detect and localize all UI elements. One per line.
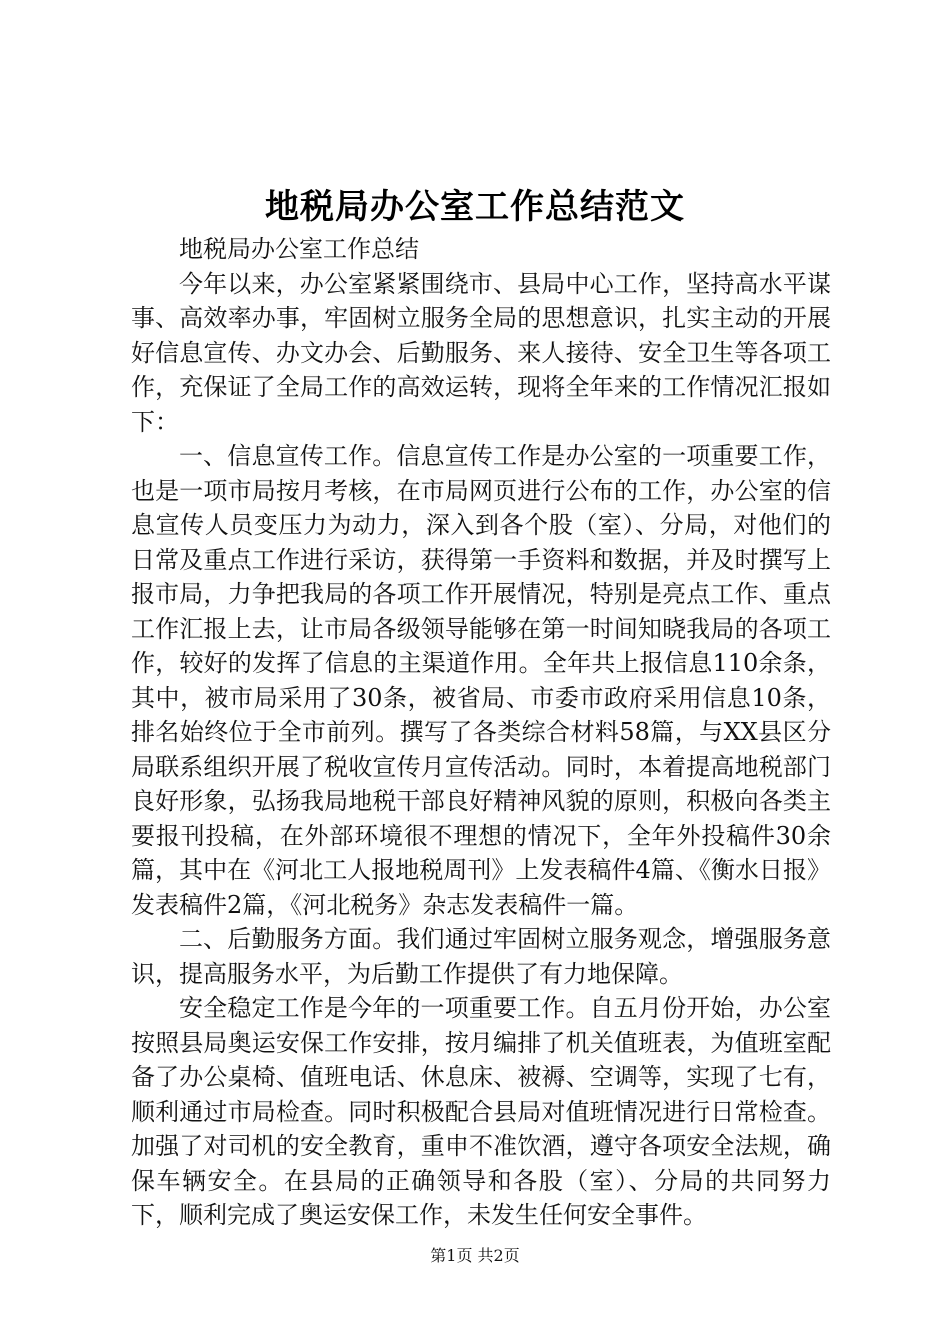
logistics-paragraph: 二、后勤服务方面。我们通过牢固树立服务观念，增强服务意识，提高服务水平，为后勤工作提供了有力地保障。 xyxy=(131,925,831,988)
document-body xyxy=(131,232,831,1233)
document-title: 地税局办公室工作总结范文 xyxy=(265,187,685,227)
page-number: 第1页 共2页 xyxy=(430,1246,520,1265)
subtitle-paragraph: 地税局办公室工作总结 xyxy=(179,235,419,263)
intro-paragraph: 今年以来，办公室紧紧围绕市、县局中心工作，坚持高水平谋事、高效率办事，牢固树立服务全局的思想意识，扎实主动的开展好信息宣传、办文办会、后勤服务、来人接待、安全卫生等各项工作，充保证了全局工作的高效运转，现将全年来的工作情况汇报如下： xyxy=(131,269,831,436)
info-publicity-paragraph: 一、信息宣传工作。信息宣传工作是办公室的一项重要工作，也是一项市局按月考核，在市局网页进行公布的工作，办公室的信息宣传人员变压力为动力，深入到各个股（室）、分局，对他们的日常及重点工作进行采访，获得第一手资料和数据，并及时撰写上报市局，力争把我局的各项工作开展情况，特别是亮点工作、重点工作汇报上去，让市局各级领导能够在第一时间知晓我局的各项工作，较好的发挥了信息的主渠道作用。全年共上报信息110余条，其中，被市局采用了30条，被省局、市委市政府采用信息10条，排名始终位于全市前列。撰写了各类综合材料58篇，与XX县区分局联系组织开展了税收宣传月宣传活动。同时，本着提高地税部门良好形象，弘扬我局地税干部良好精神风貌的原则，积极向各类主要报刊投稿，在外部环境很不理想的情况下，全年外投稿件30余篇，其中在《河北工人报地税周刊》上发表稿件4篇、《衡水日报》发表稿件2篇，《河北税务》杂志发表稿件一篇。 xyxy=(131,442,831,919)
safety-paragraph: 安全稳定工作是今年的一项重要工作。自五月份开始，办公室按照县局奥运安保工作安排，按月编排了机关值班表，为值班室配备了办公桌椅、值班电话、休息床、被褥、空调等，实现了七有，顺利通过市局检查。同时积极配合县局对值班情况进行日常检查。加强了对司机的安全教育，重申不准饮酒，遵守各项安全法规，确保车辆安全。在县局的正确领导和各股（室）、分局的共同努力下，顺利完成了奥运安保工作，未发生任何安全事件。 xyxy=(131,994,831,1229)
